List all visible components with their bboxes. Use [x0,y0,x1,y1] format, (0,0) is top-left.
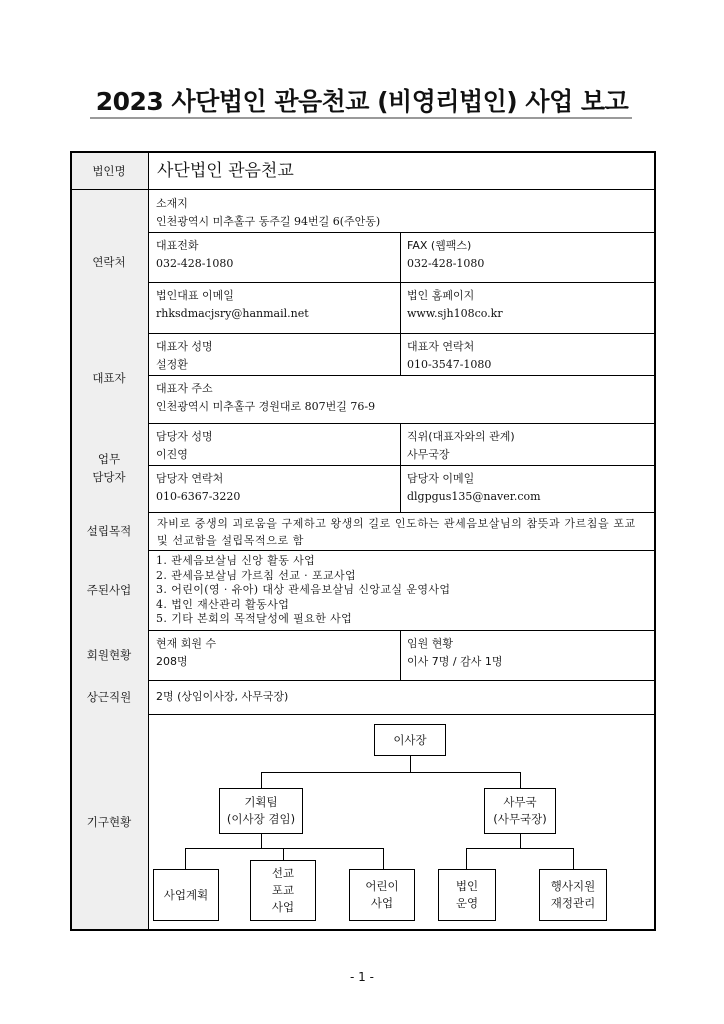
page-number: - 1 - [350,970,374,984]
org-connector [185,848,383,849]
org-plan-label: 사업계획 [163,887,209,902]
org-corp-ops-line2: 운영 [455,896,479,910]
rep-address-value: 인천광역시 미추홀구 경원대로 807번길 76-9 [156,400,376,413]
org-mission-line2: 포교 [271,883,295,897]
staff-email-cell [400,465,654,512]
contact-email-value: rhksdmacjsry@hanmail.net [156,307,309,320]
rep-name-label: 대표자 성명 [156,340,213,353]
label-staff-line2: 담당자 [92,469,126,484]
org-connector [466,848,467,869]
org-corp-ops-line1: 법인 [455,879,479,893]
staff-phone-label: 담당자 연락처 [156,472,224,485]
rep-address-cell [149,375,654,423]
org-connector [410,756,411,772]
contact-fax-label: FAX (웹팩스) [407,239,472,252]
org-events-line1: 행사지원 [550,879,596,893]
staff-position-value: 사무국장 [407,448,450,461]
members-officers-cell [400,630,654,680]
members-current-value: 208명 [156,655,188,668]
label-org: 기구현황 [70,714,149,929]
org-connector [283,848,284,860]
staff-phone-value: 010-6367-3220 [156,490,241,503]
org-mission-line3: 사업 [271,900,295,914]
business-item: 1. 관세음보살님 신앙 활동 사업 [156,554,316,567]
row-contact [70,190,654,334]
row-business [70,550,654,631]
org-mission-line1: 선교 [271,866,295,880]
org-connector [520,834,521,848]
corp-name-value: 사단법인 관음천교 [157,161,294,181]
org-connector [466,848,573,849]
contact-address-label: 소재지 [156,197,188,210]
row-staff [70,423,654,513]
contact-phone-cell [149,232,399,282]
org-box-chairman [374,724,446,756]
members-officers-value: 이사 7명 / 감사 1명 [407,655,503,668]
org-planning-line2: (이사장 겸임) [226,812,296,826]
staff-email-label: 담당자 이메일 [407,472,475,485]
org-box-planning [219,788,303,834]
contact-fax-value: 032-428-1080 [407,257,485,270]
label-members: 회원현황 [70,630,149,680]
members-officers-label: 임원 현황 [407,637,454,650]
contact-address-cell [149,190,654,232]
org-events-line2: 재정관리 [550,896,596,910]
label-corp-name: 법인명 [70,153,149,189]
rep-phone-cell [400,333,654,375]
row-full-time [70,680,654,715]
rep-phone-label: 대표자 연락처 [407,340,475,353]
org-box-secretariat [484,788,556,834]
staff-email-value: dlgpgus135@naver.com [407,490,541,503]
purpose-text: 자비로 중생의 괴로움을 구제하고 왕생의 길로 인도하는 관세음보살님의 참뜻과 가르침을 포교 및 선교함을 설립목적으로 함 [157,517,636,547]
staff-name-value: 이진영 [156,448,188,461]
org-box-events [539,869,607,921]
full-time-value: 2명 (상임이사장, 사무국장) [156,690,289,703]
org-secretariat-line2: (사무국장) [493,812,547,826]
contact-email-label: 법인대표 이메일 [156,289,234,302]
org-box-corp-ops [438,869,496,921]
org-connector [383,848,384,869]
row-org [70,714,654,931]
contact-homepage-cell [400,282,654,333]
contact-email-cell [149,282,399,333]
org-box-children [349,869,415,921]
org-planning-line1: 기획팀 [244,795,278,809]
org-connector [520,772,521,788]
label-representative: 대표자 [70,333,149,423]
staff-phone-cell [149,465,399,512]
row-purpose [70,512,654,551]
staff-name-cell [149,423,399,465]
contact-phone-label: 대표전화 [156,239,199,252]
contact-phone-value: 032-428-1080 [156,257,234,270]
business-item: 5. 기타 본회의 목적달성에 필요한 사업 [156,612,353,625]
org-connector [573,848,574,869]
org-box-plan [153,869,219,921]
report-table [70,151,654,931]
org-connector [185,848,186,869]
org-chairman-label: 이사장 [393,732,427,747]
business-item: 2. 관세음보살님 가르침 선교 · 포교사업 [156,568,357,582]
label-purpose: 설립목적 [70,512,149,550]
row-corp-name [70,151,654,190]
row-members [70,630,654,681]
label-staff-line1: 업무 [97,451,121,466]
rep-name-value: 설정환 [156,358,188,371]
business-item: 4. 법인 재산관리 활동사업 [156,597,290,611]
org-box-mission [250,860,316,921]
label-staff [70,423,149,512]
rep-phone-value: 010-3547-1080 [407,358,492,371]
label-contact: 연락처 [70,190,149,333]
org-connector [261,834,262,848]
title-underline [90,117,632,119]
row-representative [70,333,654,424]
contact-homepage-value: www.sjh108co.kr [407,307,503,320]
label-business: 주된사업 [70,550,149,630]
org-connector [261,772,262,788]
label-full-time: 상근직원 [70,680,149,714]
business-item: 3. 어린이(영 · 유아) 대상 관세음보살님 신앙교실 운영사업 [156,583,451,596]
business-list [149,550,654,627]
rep-address-label: 대표자 주소 [156,382,213,395]
org-children-line1: 어린이 [365,879,399,893]
members-current-label: 현재 회원 수 [156,637,217,650]
staff-name-label: 담당자 성명 [156,430,213,443]
contact-fax-cell [400,232,654,282]
staff-position-cell [400,423,654,465]
members-current-cell [149,630,399,680]
document-title: 2023 사단법인 관음천교 (비영리법인) 사업 보고 [95,87,629,116]
org-secretariat-line1: 사무국 [503,795,537,809]
rep-name-cell [149,333,399,375]
contact-address-value: 인천광역시 미추홀구 동주길 94번길 6(주안동) [156,215,381,228]
org-chart [149,714,654,929]
org-connector [261,772,520,773]
staff-position-label: 직위(대표자와의 관계) [407,430,515,443]
contact-homepage-label: 법인 홈페이지 [407,289,475,302]
org-children-line2: 사업 [370,896,394,910]
